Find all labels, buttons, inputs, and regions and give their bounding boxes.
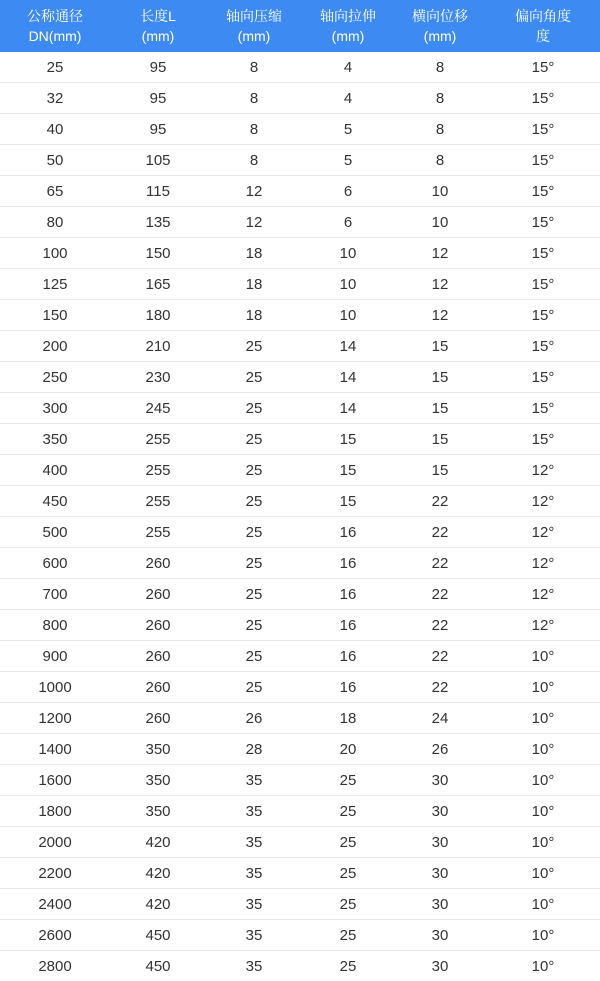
table-cell: 10° xyxy=(486,641,600,672)
table-cell: 15 xyxy=(302,486,394,517)
table-cell: 250 xyxy=(0,362,110,393)
table-cell: 6 xyxy=(302,207,394,238)
table-cell: 260 xyxy=(110,579,206,610)
table-cell: 25 xyxy=(206,610,302,641)
table-cell: 8 xyxy=(394,83,486,114)
table-cell: 22 xyxy=(394,486,486,517)
table-cell: 12° xyxy=(486,548,600,579)
table-cell: 15° xyxy=(486,114,600,145)
table-cell: 1600 xyxy=(0,765,110,796)
table-cell: 15 xyxy=(394,455,486,486)
table-row xyxy=(0,424,600,455)
table-cell: 35 xyxy=(206,827,302,858)
table-cell: 12 xyxy=(206,176,302,207)
table-cell: 25 xyxy=(302,889,394,920)
column-header-line2: DN(mm) xyxy=(2,26,108,46)
table-cell: 150 xyxy=(110,238,206,269)
table-cell: 30 xyxy=(394,920,486,951)
table-cell: 18 xyxy=(206,300,302,331)
table-cell: 210 xyxy=(110,331,206,362)
column-header-line2: 度 xyxy=(488,26,598,46)
table-cell: 8 xyxy=(394,114,486,145)
table-row xyxy=(0,455,600,486)
table-cell: 15° xyxy=(486,331,600,362)
table-cell: 105 xyxy=(110,145,206,176)
table-cell: 25 xyxy=(206,517,302,548)
table-cell: 1000 xyxy=(0,672,110,703)
table-row xyxy=(0,83,600,114)
table-cell: 420 xyxy=(110,889,206,920)
table-cell: 350 xyxy=(0,424,110,455)
table-cell: 245 xyxy=(110,393,206,424)
table-cell: 8 xyxy=(206,52,302,83)
table-cell: 16 xyxy=(302,672,394,703)
table-cell: 6 xyxy=(302,176,394,207)
table-cell: 2600 xyxy=(0,920,110,951)
table-row xyxy=(0,951,600,981)
table-cell: 15° xyxy=(486,145,600,176)
table-cell: 12 xyxy=(394,269,486,300)
table-cell: 25 xyxy=(206,486,302,517)
table-cell: 4 xyxy=(302,52,394,83)
table-cell: 26 xyxy=(394,734,486,765)
table-cell: 20 xyxy=(302,734,394,765)
table-cell: 10 xyxy=(302,269,394,300)
table-row xyxy=(0,765,600,796)
table-cell: 8 xyxy=(206,114,302,145)
table-cell: 12° xyxy=(486,517,600,548)
table-row xyxy=(0,703,600,734)
table-cell: 115 xyxy=(110,176,206,207)
table-cell: 25 xyxy=(302,951,394,981)
column-header-line1: 公称通径 xyxy=(2,6,108,26)
table-cell: 255 xyxy=(110,424,206,455)
table-cell: 135 xyxy=(110,207,206,238)
table-cell: 1200 xyxy=(0,703,110,734)
table-cell: 400 xyxy=(0,455,110,486)
table-cell: 12° xyxy=(486,579,600,610)
table-cell: 600 xyxy=(0,548,110,579)
table-cell: 25 xyxy=(302,796,394,827)
table-row xyxy=(0,610,600,641)
table-cell: 8 xyxy=(206,145,302,176)
table-row xyxy=(0,393,600,424)
table-cell: 15° xyxy=(486,362,600,393)
table-cell: 14 xyxy=(302,331,394,362)
table-row xyxy=(0,52,600,83)
table-cell: 165 xyxy=(110,269,206,300)
table-cell: 26 xyxy=(206,703,302,734)
table-cell: 22 xyxy=(394,517,486,548)
column-header-lateral-displacement xyxy=(394,0,486,52)
table-cell: 150 xyxy=(0,300,110,331)
table-cell: 22 xyxy=(394,641,486,672)
table-cell: 25 xyxy=(206,672,302,703)
table-cell: 12° xyxy=(486,610,600,641)
table-cell: 16 xyxy=(302,548,394,579)
table-header xyxy=(0,0,600,52)
table-cell: 16 xyxy=(302,517,394,548)
table-cell: 35 xyxy=(206,889,302,920)
table-cell: 10° xyxy=(486,765,600,796)
table-cell: 14 xyxy=(302,393,394,424)
table-cell: 10° xyxy=(486,858,600,889)
table-cell: 10° xyxy=(486,889,600,920)
table-row xyxy=(0,734,600,765)
table-cell: 15 xyxy=(302,455,394,486)
table-cell: 350 xyxy=(110,796,206,827)
table-cell: 1400 xyxy=(0,734,110,765)
table-cell: 16 xyxy=(302,579,394,610)
table-cell: 25 xyxy=(302,858,394,889)
table-cell: 12 xyxy=(394,300,486,331)
table-cell: 15 xyxy=(394,331,486,362)
table-cell: 350 xyxy=(110,765,206,796)
table-row xyxy=(0,827,600,858)
table-cell: 230 xyxy=(110,362,206,393)
column-header-line2: (mm) xyxy=(208,26,300,46)
table-cell: 5 xyxy=(302,145,394,176)
table-cell: 25 xyxy=(302,920,394,951)
table-cell: 2000 xyxy=(0,827,110,858)
table-cell: 35 xyxy=(206,765,302,796)
table-cell: 260 xyxy=(110,703,206,734)
table-cell: 95 xyxy=(110,83,206,114)
table-cell: 18 xyxy=(206,238,302,269)
table-cell: 25 xyxy=(206,455,302,486)
table-cell: 10° xyxy=(486,703,600,734)
column-header-axial-compression xyxy=(206,0,302,52)
table-cell: 18 xyxy=(302,703,394,734)
table-cell: 30 xyxy=(394,827,486,858)
table-cell: 12° xyxy=(486,486,600,517)
table-cell: 18 xyxy=(206,269,302,300)
table-cell: 8 xyxy=(206,83,302,114)
table-cell: 800 xyxy=(0,610,110,641)
table-cell: 25 xyxy=(302,765,394,796)
table-cell: 15° xyxy=(486,83,600,114)
column-header-line1: 长度L xyxy=(112,6,204,26)
table-cell: 700 xyxy=(0,579,110,610)
table-cell: 14 xyxy=(302,362,394,393)
table-cell: 22 xyxy=(394,579,486,610)
table-cell: 15 xyxy=(394,393,486,424)
table-cell: 15° xyxy=(486,269,600,300)
table-cell: 25 xyxy=(302,827,394,858)
table-cell: 12 xyxy=(206,207,302,238)
table-cell: 260 xyxy=(110,641,206,672)
table-cell: 1800 xyxy=(0,796,110,827)
table-cell: 2200 xyxy=(0,858,110,889)
table-cell: 25 xyxy=(206,424,302,455)
table-row xyxy=(0,238,600,269)
table-row xyxy=(0,641,600,672)
table-row xyxy=(0,145,600,176)
table-cell: 200 xyxy=(0,331,110,362)
column-header-line2: (mm) xyxy=(304,26,392,46)
table-cell: 22 xyxy=(394,672,486,703)
table-cell: 30 xyxy=(394,796,486,827)
table-row xyxy=(0,858,600,889)
table-cell: 30 xyxy=(394,889,486,920)
table-cell: 10 xyxy=(394,176,486,207)
table-cell: 15 xyxy=(394,424,486,455)
table-cell: 2400 xyxy=(0,889,110,920)
table-row xyxy=(0,300,600,331)
table-cell: 255 xyxy=(110,517,206,548)
table-cell: 30 xyxy=(394,765,486,796)
table-cell: 25 xyxy=(206,331,302,362)
table-cell: 350 xyxy=(110,734,206,765)
table-cell: 28 xyxy=(206,734,302,765)
table-cell: 180 xyxy=(110,300,206,331)
table-cell: 30 xyxy=(394,858,486,889)
table-row xyxy=(0,362,600,393)
table-cell: 22 xyxy=(394,548,486,579)
table-cell: 95 xyxy=(110,52,206,83)
table-cell: 32 xyxy=(0,83,110,114)
table-cell: 10 xyxy=(302,238,394,269)
table-cell: 25 xyxy=(206,548,302,579)
table-cell: 5 xyxy=(302,114,394,145)
column-header-line1: 横向位移 xyxy=(396,6,484,26)
column-header-deflection-angle xyxy=(486,0,600,52)
column-header-line1: 轴向压缩 xyxy=(208,6,300,26)
table-cell: 16 xyxy=(302,610,394,641)
table-cell: 500 xyxy=(0,517,110,548)
table-body xyxy=(0,52,600,981)
table-cell: 255 xyxy=(110,486,206,517)
table-cell: 65 xyxy=(0,176,110,207)
table-cell: 40 xyxy=(0,114,110,145)
table-cell: 10° xyxy=(486,827,600,858)
table-row xyxy=(0,269,600,300)
table-cell: 24 xyxy=(394,703,486,734)
column-header-nominal-diameter xyxy=(0,0,110,52)
table-cell: 35 xyxy=(206,858,302,889)
table-cell: 35 xyxy=(206,920,302,951)
table-cell: 300 xyxy=(0,393,110,424)
table-row xyxy=(0,517,600,548)
table-cell: 95 xyxy=(110,114,206,145)
table-cell: 10 xyxy=(302,300,394,331)
table-cell: 450 xyxy=(110,951,206,981)
column-header-line2: (mm) xyxy=(396,26,484,46)
table-cell: 10 xyxy=(394,207,486,238)
table-cell: 15° xyxy=(486,238,600,269)
table-cell: 25 xyxy=(206,393,302,424)
table-row xyxy=(0,207,600,238)
table-cell: 420 xyxy=(110,827,206,858)
table-cell: 30 xyxy=(394,951,486,981)
table-cell: 15° xyxy=(486,424,600,455)
table-cell: 25 xyxy=(206,579,302,610)
table-cell: 15 xyxy=(302,424,394,455)
column-header-axial-extension xyxy=(302,0,394,52)
table-row xyxy=(0,176,600,207)
column-header-line1: 轴向拉伸 xyxy=(304,6,392,26)
table-cell: 2800 xyxy=(0,951,110,981)
table-row xyxy=(0,672,600,703)
table-cell: 255 xyxy=(110,455,206,486)
table-cell: 15° xyxy=(486,176,600,207)
table-cell: 50 xyxy=(0,145,110,176)
table-cell: 15° xyxy=(486,52,600,83)
table-cell: 12° xyxy=(486,455,600,486)
table-row xyxy=(0,920,600,951)
table-cell: 260 xyxy=(110,610,206,641)
table-cell: 100 xyxy=(0,238,110,269)
table-cell: 900 xyxy=(0,641,110,672)
table-cell: 25 xyxy=(206,641,302,672)
table-cell: 10° xyxy=(486,920,600,951)
table-row xyxy=(0,331,600,362)
column-header-line1: 偏向角度 xyxy=(488,6,598,26)
table-cell: 25 xyxy=(206,362,302,393)
table-cell: 22 xyxy=(394,610,486,641)
table-cell: 125 xyxy=(0,269,110,300)
table-cell: 260 xyxy=(110,548,206,579)
table-cell: 10° xyxy=(486,672,600,703)
table-cell: 15° xyxy=(486,393,600,424)
table-cell: 8 xyxy=(394,145,486,176)
table-cell: 450 xyxy=(110,920,206,951)
table-cell: 450 xyxy=(0,486,110,517)
table-row xyxy=(0,486,600,517)
table-cell: 260 xyxy=(110,672,206,703)
table-cell: 4 xyxy=(302,83,394,114)
table-cell: 15° xyxy=(486,207,600,238)
table-cell: 10° xyxy=(486,796,600,827)
table-cell: 16 xyxy=(302,641,394,672)
table-cell: 80 xyxy=(0,207,110,238)
table-cell: 12 xyxy=(394,238,486,269)
table-row xyxy=(0,889,600,920)
table-cell: 15 xyxy=(394,362,486,393)
table-cell: 35 xyxy=(206,951,302,981)
table-cell: 8 xyxy=(394,52,486,83)
table-cell: 15° xyxy=(486,300,600,331)
table-row xyxy=(0,114,600,145)
table-cell: 35 xyxy=(206,796,302,827)
table-cell: 10° xyxy=(486,734,600,765)
column-header-length xyxy=(110,0,206,52)
column-header-line2: (mm) xyxy=(112,26,204,46)
table-row xyxy=(0,796,600,827)
table-cell: 25 xyxy=(0,52,110,83)
table-cell: 10° xyxy=(486,951,600,981)
header-row xyxy=(0,0,600,52)
table-row xyxy=(0,548,600,579)
table-row xyxy=(0,579,600,610)
table-cell: 420 xyxy=(110,858,206,889)
